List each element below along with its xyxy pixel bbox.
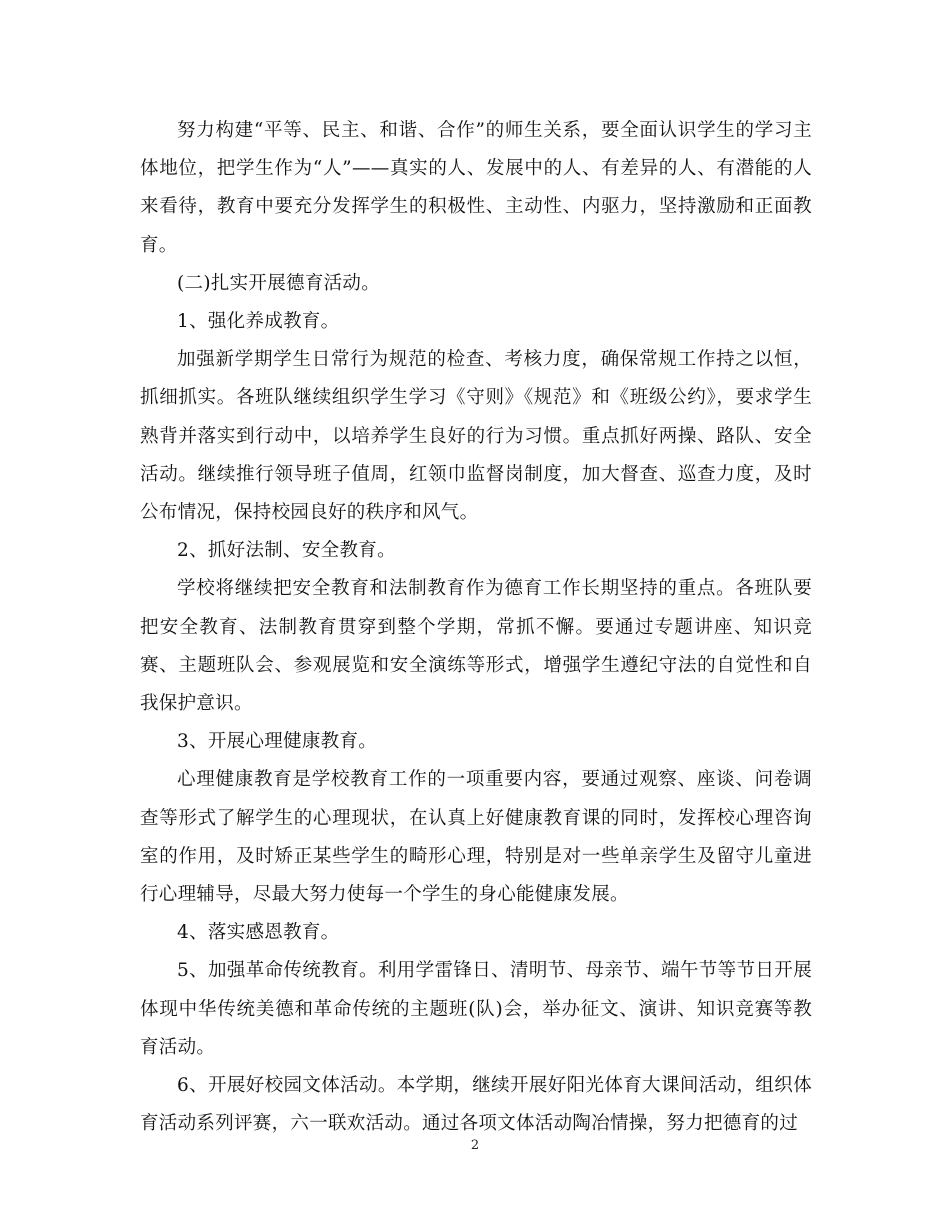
paragraph-teacher-student-relationship: 努力构建“平等、民主、和谐、合作”的师生关系，要全面认识学生的学习主体地位，把学生作为“人”——真实的人、发展中的人、有差异的人、有潜能的人来看待，教育中要充分发挥学生的积极性、主动性、内驱力，坚持激励和正面教育。 (140, 120, 812, 256)
paragraph-revolutionary-tradition: 5、加强革命传统教育。利用学雷锋日、清明节、母亲节、端午节等节日开展体现中华传统美德和革命传统的主题班(队)会，举办征文、演讲、知识竞赛等教育活动。 (140, 960, 812, 1058)
section-heading-moral-activities: (二)扎实开展德育活动。 (177, 272, 381, 294)
document-body (140, 112, 812, 1143)
paragraph-campus-activities: 6、开展好校园文体活动。本学期，继续开展好阳光体育大课间活动，组织体育活动系列评赛，六一联欢活动。通过各项文体活动陶冶情操，努力把德育的过 (140, 1075, 812, 1135)
item-heading-gratitude-education: 4、落实感恩教育。 (177, 922, 340, 944)
item-heading-habit-education: 1、强化养成教育。 (177, 311, 340, 333)
paragraph-legal-safety-education: 学校将继续把安全教育和法制教育作为德育工作长期坚持的重点。各班队要把安全教育、法制教育贯穿到整个学期，常抓不懈。要通过专题讲座、知识竞赛、主题班队会、参观展览和安全演练等形式，增强学生遵纪守法的自觉性和自我保护意识。 (140, 578, 812, 715)
page-number: 2 (470, 1138, 480, 1153)
paragraph-habit-education: 加强新学期学生日常行为规范的检查、考核力度，确保常规工作持之以恒，抓细抓实。各班队继续组织学生学习《守则》《规范》和《班级公约》，要求学生熟背并落实到行动中，以培养学生良好的行为习惯。重点抓好两操、路队、安全活动。继续推行领导班子值周，红领巾监督岗制度，加大督查、巡查力度，及时公布情况，保持校园良好的秩序和风气。 (140, 349, 812, 524)
paragraph-mental-health-education: 心理健康教育是学校教育工作的一项重要内容，要通过观察、座谈、问卷调查等形式了解学生的心理现状，在认真上好健康教育课的同时，发挥校心理咨询室的作用，及时矫正某些学生的畸形心理，特别是对一些单亲学生及留守儿童进行心理辅导，尽最大努力使每一个学生的身心能健康发展。 (140, 769, 812, 906)
item-heading-legal-safety-education: 2、抓好法制、安全教育。 (177, 540, 396, 562)
item-heading-mental-health-education: 3、开展心理健康教育。 (177, 731, 378, 753)
